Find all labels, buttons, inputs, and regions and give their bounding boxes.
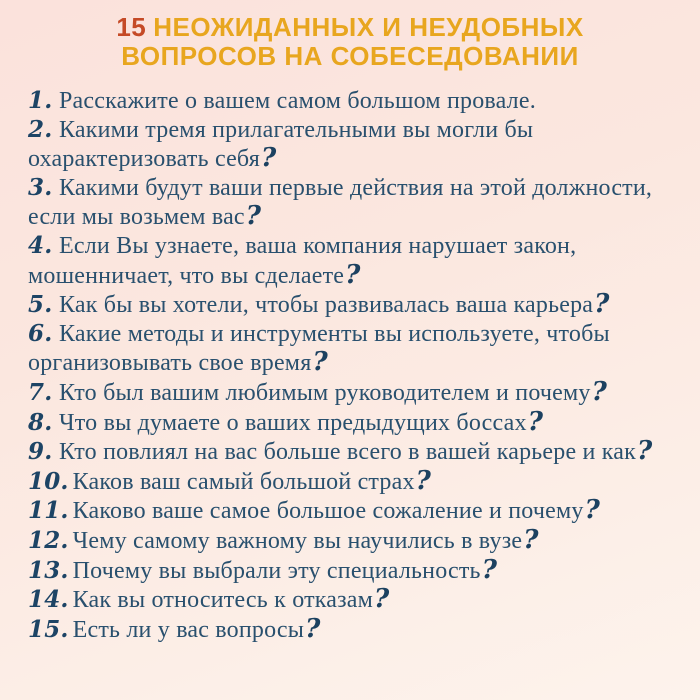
question-number: 7. [28,378,53,406]
question-item [28,437,674,467]
title-line1-text: НЕОЖИДАННЫХ И НЕУДОБНЫХ [153,12,584,42]
question-text: Как вы относитесь к отказам [72,587,374,614]
page-title [0,0,700,71]
question-item [28,378,674,408]
question-text: Каков ваш самый большой страх [72,468,415,495]
question-text: Расскажите о вашем самом большом провале. [59,88,536,114]
question-number: 11. [28,497,69,525]
question-item [28,556,674,586]
question-mark: ? [637,436,653,467]
question-item [28,496,674,526]
question-text: Каково ваше самое большое сожаление и почему [72,498,584,525]
question-text: Есть ли у вас вопросы [72,616,305,643]
question-mark: ? [305,613,321,644]
question-item [28,585,674,615]
question-text: Если Вы узнаете, ваша компания нарушает закон, мошенничает, что вы сделаете [28,232,577,289]
question-number: 5. [28,291,53,319]
question-text: Какими тремя прилагательными вы могли бы охарактеризовать себя [28,116,534,173]
question-text: Кто был вашим любимым руководителем и почему [59,379,591,406]
question-number: 6. [28,319,53,347]
question-text: Как бы вы хотели, чтобы развивалась ваша карьера [59,292,594,319]
question-number: 8. [28,408,53,436]
question-number: 4. [28,231,53,259]
question-mark: ? [345,259,361,290]
question-mark: ? [591,376,608,407]
question-mark: ? [312,347,328,378]
question-text: Почему вы выбрали эту специальность [72,557,481,584]
question-item [28,615,674,645]
question-item [28,467,674,497]
question-item [28,232,674,290]
question-number: 13. [28,556,69,584]
question-mark: ? [594,289,610,320]
question-item [28,87,674,116]
title-line2-text: ВОПРОСОВ НА СОБЕСЕДОВАНИИ [121,41,579,71]
question-number: 2. [28,115,53,143]
question-number: 1. [28,87,53,114]
questions-list [28,87,674,644]
title-line1 [0,13,700,42]
question-item [28,526,674,556]
question-text: Что вы думаете о ваших предыдущих боссах [59,409,527,436]
question-mark: ? [415,465,432,496]
question-mark: ? [523,524,539,555]
question-number: 15. [28,615,69,643]
question-item [28,290,674,320]
question-text: Чему самому важному вы научились в вузе [72,527,523,554]
question-text: Кто повлиял на вас больше всего в вашей карьере и как [59,439,636,466]
question-item [28,408,674,438]
question-mark: ? [374,584,390,615]
question-mark: ? [245,201,262,232]
question-number: 12. [28,526,69,554]
question-number: 10. [28,467,69,495]
question-text: Какими будут ваши первые действия на этой должности, если мы возьмем вас [28,174,653,231]
question-mark: ? [584,495,601,526]
question-item [28,320,674,378]
question-mark: ? [481,554,498,585]
question-mark: ? [527,406,544,437]
question-number: 14. [28,586,69,614]
question-item [28,174,674,232]
question-text: Какие методы и инструменты вы используете, чтобы организовывать свое время [28,320,610,377]
title-number: 15 [116,12,147,42]
question-number: 3. [28,173,53,201]
question-number: 9. [28,438,53,466]
question-item [28,116,674,174]
question-mark: ? [261,143,277,174]
